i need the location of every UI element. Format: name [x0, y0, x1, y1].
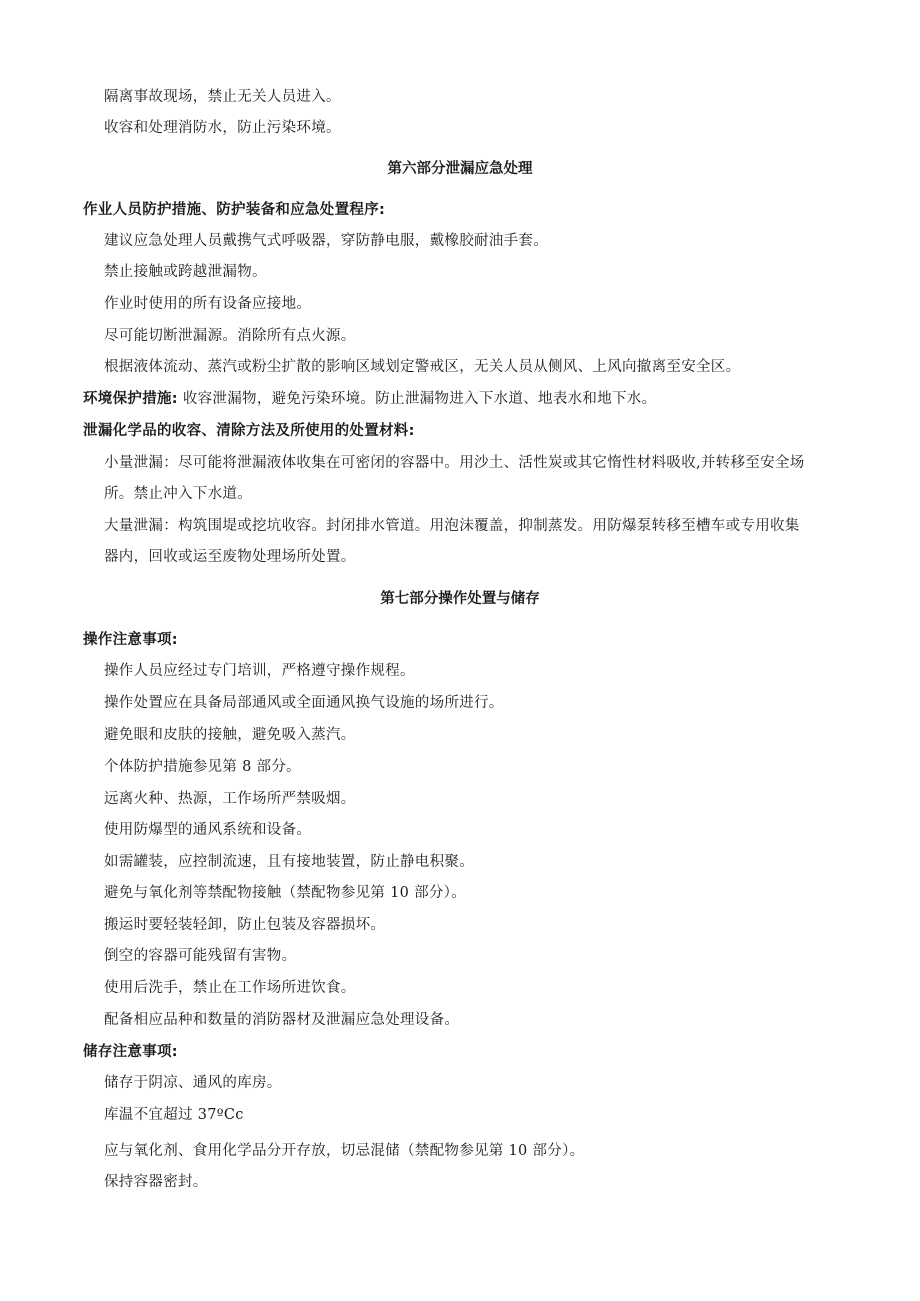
list-item: 隔离事故现场，禁止无关人员进入。: [104, 89, 341, 105]
list-item: 避免与氧化剂等禁配物接触（禁配物参见第 10 部分）。: [104, 885, 467, 901]
list-item: 操作人员应经过专门培训，严格遵守操作规程。: [104, 663, 415, 679]
list-item: 禁止接触或跨越泄漏物。: [104, 264, 267, 280]
list-item: 建议应急处理人员戴携气式呼吸器，穿防静电服，戴橡胶耐油手套。: [104, 233, 548, 249]
field-label: 环境保护措施:: [83, 391, 178, 407]
list-item: 根据液体流动、蒸汽或粉尘扩散的影响区域划定警戒区，无关人员从侧风、上风向撤离至安全区。: [104, 359, 741, 375]
paragraph-line: 器内，回收或运至废物处理场所处置。: [104, 549, 356, 565]
field-label: 作业人员防护措施、防护装备和应急处置程序:: [83, 202, 386, 218]
environment-protection-line: [83, 389, 656, 409]
list-item: 储存于阴凉、通风的库房。: [104, 1075, 282, 1091]
list-item: 操作处置应在具备局部通风或全面通风换气设施的场所进行。: [104, 695, 504, 711]
paragraph-line: 所。禁止冲入下水道。: [104, 486, 252, 502]
list-item: 如需罐装，应控制流速，且有接地装置，防止静电积聚。: [104, 854, 474, 870]
list-item: 保持容器密封。: [104, 1174, 208, 1190]
paragraph-line: 小量泄漏：尽可能将泄漏液体收集在可密闭的容器中。用沙土、活性炭或其它惰性材料吸收,并转移至安全场: [104, 455, 805, 471]
list-item: 个体防护措施参见第 8 部分。: [104, 759, 301, 775]
list-item: 搬运时要轻装轻卸，防止包装及容器损坏。: [104, 917, 386, 933]
list-item: 避免眼和皮肤的接触，避免吸入蒸汽。: [104, 727, 356, 743]
field-label: 操作注意事项:: [83, 632, 178, 648]
list-item: 库温不宜超过 37ºCc: [104, 1107, 244, 1123]
paragraph-text: 收容泄漏物，避免污染环境。防止泄漏物进入下水道、地表水和地下水。: [177, 391, 657, 407]
paragraph-line: 大量泄漏：构筑围堤或挖坑收容。封闭排水管道。用泡沫覆盖，抑制蒸发。用防爆泵转移至槽车或专用收集: [104, 518, 800, 534]
list-item: 配备相应品种和数量的消防器材及泄漏应急处理设备。: [104, 1012, 460, 1028]
list-item: 尽可能切断泄漏源。消除所有点火源。: [104, 328, 356, 344]
list-item: 作业时使用的所有设备应接地。: [104, 296, 312, 312]
list-item: 远离火种、热源，工作场所严禁吸烟。: [104, 791, 356, 807]
section-heading: 第七部分操作处置与储存: [380, 591, 540, 607]
list-item: 倒空的容器可能残留有害物。: [104, 948, 297, 964]
list-item: 使用防爆型的通风系统和设备。: [104, 822, 312, 838]
field-label: 储存注意事项:: [83, 1044, 178, 1060]
list-item: 收容和处理消防水，防止污染环境。: [104, 120, 341, 136]
field-label: 泄漏化学品的收容、清除方法及所使用的处置材料:: [83, 423, 415, 439]
list-item: 使用后洗手，禁止在工作场所进饮食。: [104, 980, 356, 996]
section-heading: 第六部分泄漏应急处理: [387, 161, 533, 177]
list-item: 应与氧化剂、食用化学品分开存放，切忌混储（禁配物参见第 10 部分）。: [104, 1143, 585, 1159]
